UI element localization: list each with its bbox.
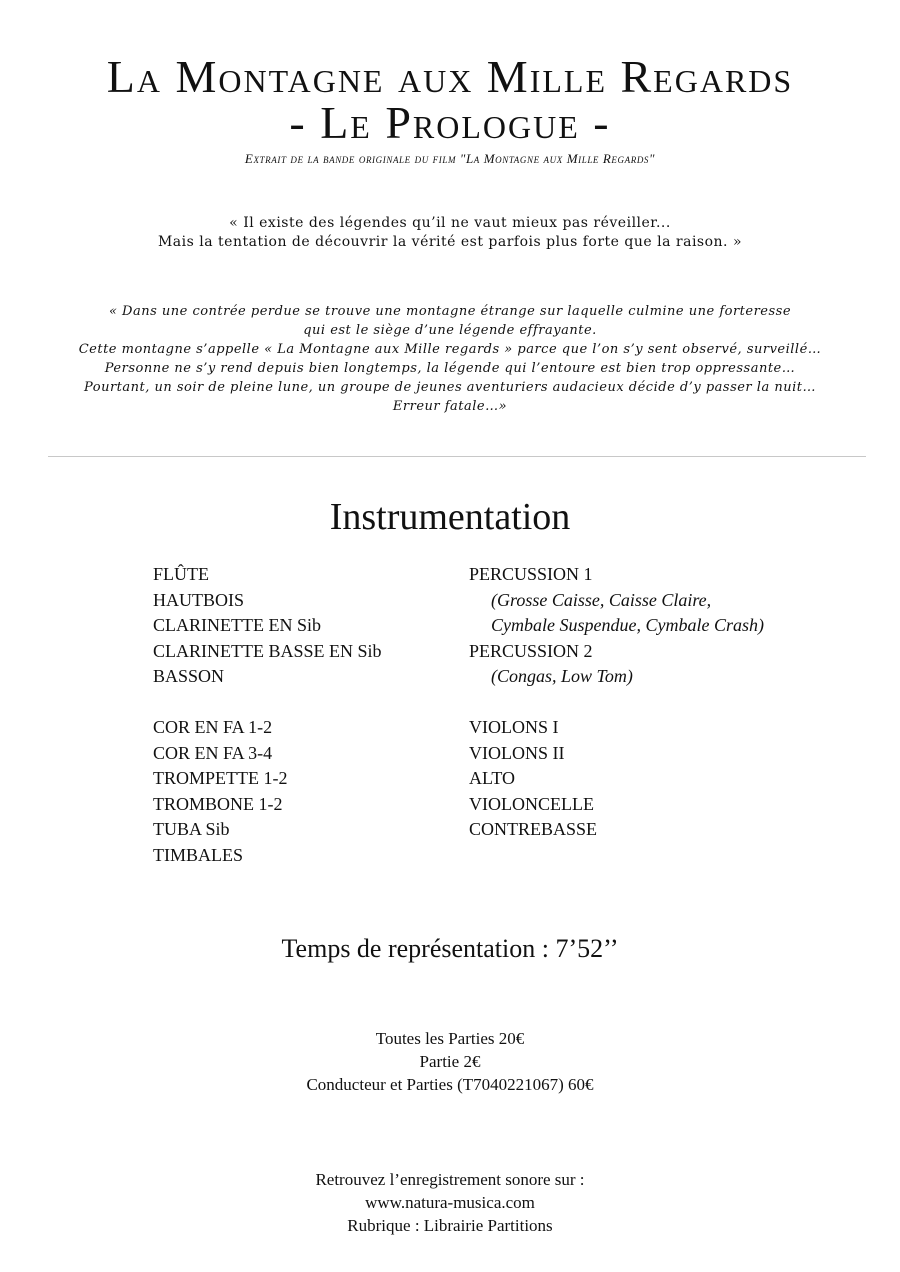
instrument-item: COR EN FA 3-4: [153, 742, 273, 763]
price-conductor: Conducteur et Parties (T7040221067) 60€: [306, 1075, 594, 1094]
instrument-item: TIMBALES: [153, 844, 243, 865]
instrument-item: ALTO: [469, 768, 516, 788]
instrument-item: PERCUSSION 1: [469, 564, 593, 584]
instrument-item: TUBA Sib: [153, 819, 230, 839]
synopsis-line: Pourtant, un soir de pleine lune, un groupe de jeunes aventuriers audacieux décide d’y passer la nuit…: [84, 380, 816, 395]
quote-line: Mais la tentation de découvrir la vérité est parfois plus forte que la raison. »: [157, 234, 743, 250]
synopsis: [0, 302, 900, 416]
recording-info: [0, 1168, 900, 1237]
title-line-1: La Montagne aux Mille Regards: [106, 51, 794, 102]
instrument-item: CLARINETTE BASSE EN Sib: [153, 640, 382, 661]
synopsis-line: qui est le siège d’une légende effrayante.: [303, 323, 597, 338]
title-line-2: - Le Prologue -: [289, 97, 611, 148]
instrument-item: PERCUSSION 2: [469, 640, 593, 661]
synopsis-line: Personne ne s’y rend depuis bien longtemps, la légende qui l’entoure est bien trop oppressante…: [104, 361, 796, 376]
website-section: Rubrique : Librairie Partitions: [347, 1216, 553, 1235]
list-spacer: [153, 690, 382, 716]
instrument-item: COR EN FA 1-2: [153, 717, 273, 737]
instrument-item: VIOLONS I: [469, 717, 559, 737]
instrument-item: VIOLONCELLE: [469, 793, 594, 814]
instrument-item: FLÛTE: [153, 564, 209, 584]
section-divider: [48, 456, 866, 457]
subtitle: Extrait de la bande originale du film "La Montagne aux Mille Regards": [244, 151, 656, 166]
instrument-list-left: [153, 562, 382, 868]
website-link[interactable]: www.natura-musica.com: [365, 1193, 535, 1212]
instrument-item: BASSON: [153, 666, 225, 686]
quote: [0, 214, 900, 252]
instrument-note: Cymbale Suspendue, Cymbale Crash): [491, 615, 764, 635]
instrumentation-heading: Instrumentation: [329, 496, 571, 538]
price-list: [0, 1027, 900, 1096]
synopsis-line: Erreur fatale…»: [392, 399, 508, 414]
price-all-parts: Toutes les Parties 20€: [375, 1029, 525, 1048]
performance-duration: Temps de représentation : 7’52’’: [281, 934, 619, 963]
instrument-list-right: [469, 562, 764, 843]
instrument-item: VIOLONS II: [469, 742, 565, 763]
synopsis-line: « Dans une contrée perdue se trouve une montagne étrange sur laquelle culmine une forteresse: [108, 304, 792, 319]
synopsis-line: Cette montagne s’appelle « La Montagne aux Mille regards » parce que l’on s’y sent observé, surveillé…: [78, 342, 822, 357]
instrument-item: CLARINETTE EN Sib: [153, 615, 321, 635]
list-spacer: [469, 690, 764, 716]
instrument-item: TROMBONE 1-2: [153, 793, 283, 814]
instrument-note: (Grosse Caisse, Caisse Claire,: [491, 589, 712, 610]
instrument-item: TROMPETTE 1-2: [153, 768, 288, 788]
instrument-item: CONTREBASSE: [469, 819, 598, 839]
instrument-note: (Congas, Low Tom): [491, 666, 633, 686]
quote-line: « Il existe des légendes qu’il ne vaut mieux pas réveiller...: [229, 215, 671, 231]
price-part: Partie 2€: [419, 1052, 481, 1071]
recording-intro: Retrouvez l’enregistrement sonore sur :: [315, 1170, 585, 1189]
instrument-item: HAUTBOIS: [153, 589, 245, 610]
